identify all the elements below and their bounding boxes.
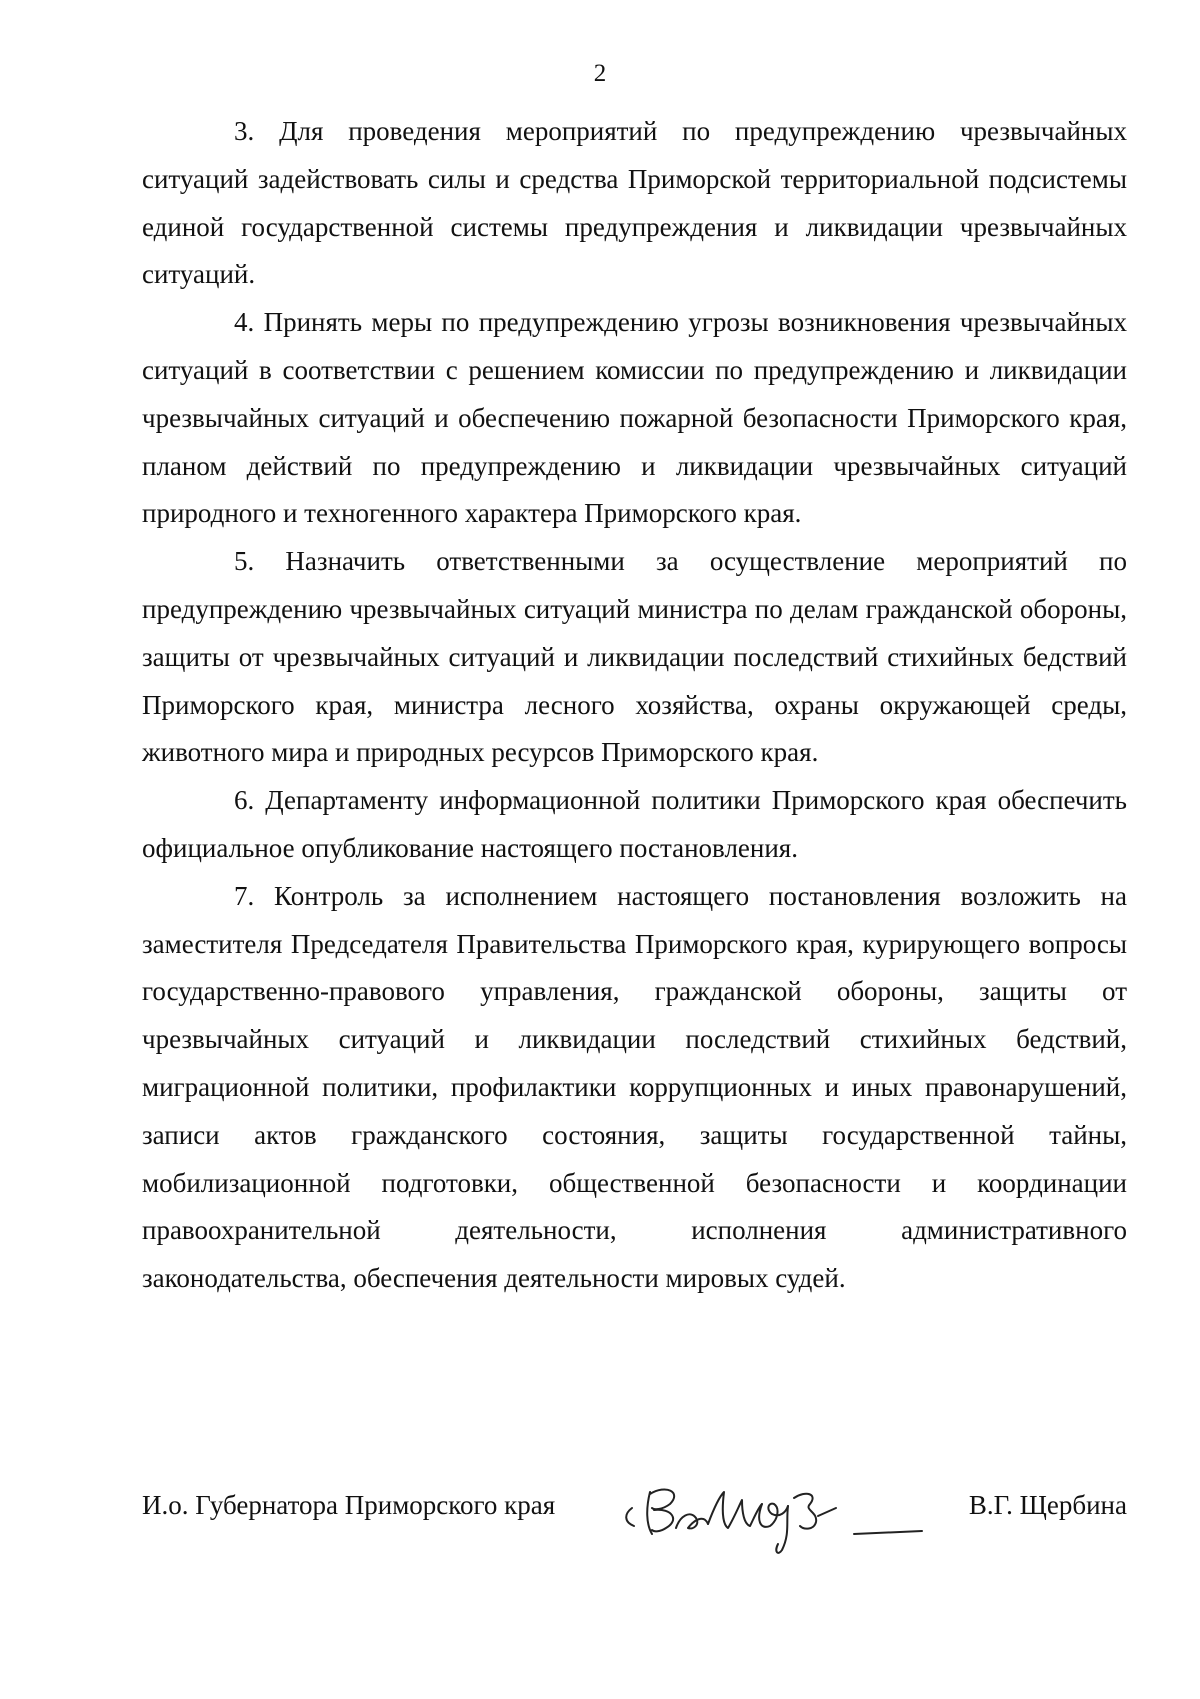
paragraph-7: 7. Контроль за исполнением настоящего постановления возложить на заместителя Председателя Правительства Приморского края, курирующего вопросы государственно-правового управления, гражданской обороны, защиты от чрезвычайных ситуаций и ликвидации последствий стихийных бедствий, миграционной политики, профилактики коррупционных и иных правонарушений, записи актов гражданского состояния, защиты государственной тайны, мобилизационной подготовки, общественной безопасности и координации правоохранительной деятельности, исполнения административного законодательства, обеспечения деятельности мировых судей. <box>142 880 1127 1294</box>
paragraph-5: 5. Назначить ответственными за осуществление мероприятий по предупреждению чрезвычайных ситуаций министра по делам гражданской обороны, защиты от чрезвычайных ситуаций и ликвидации последствий стихийных бедствий Приморского края, министра лесного хозяйства, охраны окружающей среды, животного мира и природных ресурсов Приморского края. <box>142 546 1127 768</box>
signature-block <box>142 1468 1127 1558</box>
paragraph-6: 6. Департаменту информационной политики Приморского края обеспечить официальное опубликование настоящего постановления. <box>142 785 1127 863</box>
document-body <box>142 108 1127 1303</box>
handwritten-signature <box>610 1468 930 1558</box>
page-number: 2 <box>593 60 607 87</box>
signatory-name: В.Г. Щербина <box>968 1490 1127 1520</box>
paragraph-4: 4. Принять меры по предупреждению угрозы возникновения чрезвычайных ситуаций в соответствии с решением комиссии по предупреждению и ликвидации чрезвычайных ситуаций и обеспечению пожарной безопасности Приморского края, планом действий по предупреждению и ликвидации чрезвычайных ситуаций природного и техногенного характера Приморского края. <box>142 307 1127 529</box>
paragraph-3: 3. Для проведения мероприятий по предупреждению чрезвычайных ситуаций задействовать силы и средства Приморской территориальной подсистемы единой государственной системы предупреждения и ликвидации чрезвычайных ситуаций. <box>142 116 1127 290</box>
signatory-position: И.о. Губернатора Приморского края <box>142 1490 556 1520</box>
